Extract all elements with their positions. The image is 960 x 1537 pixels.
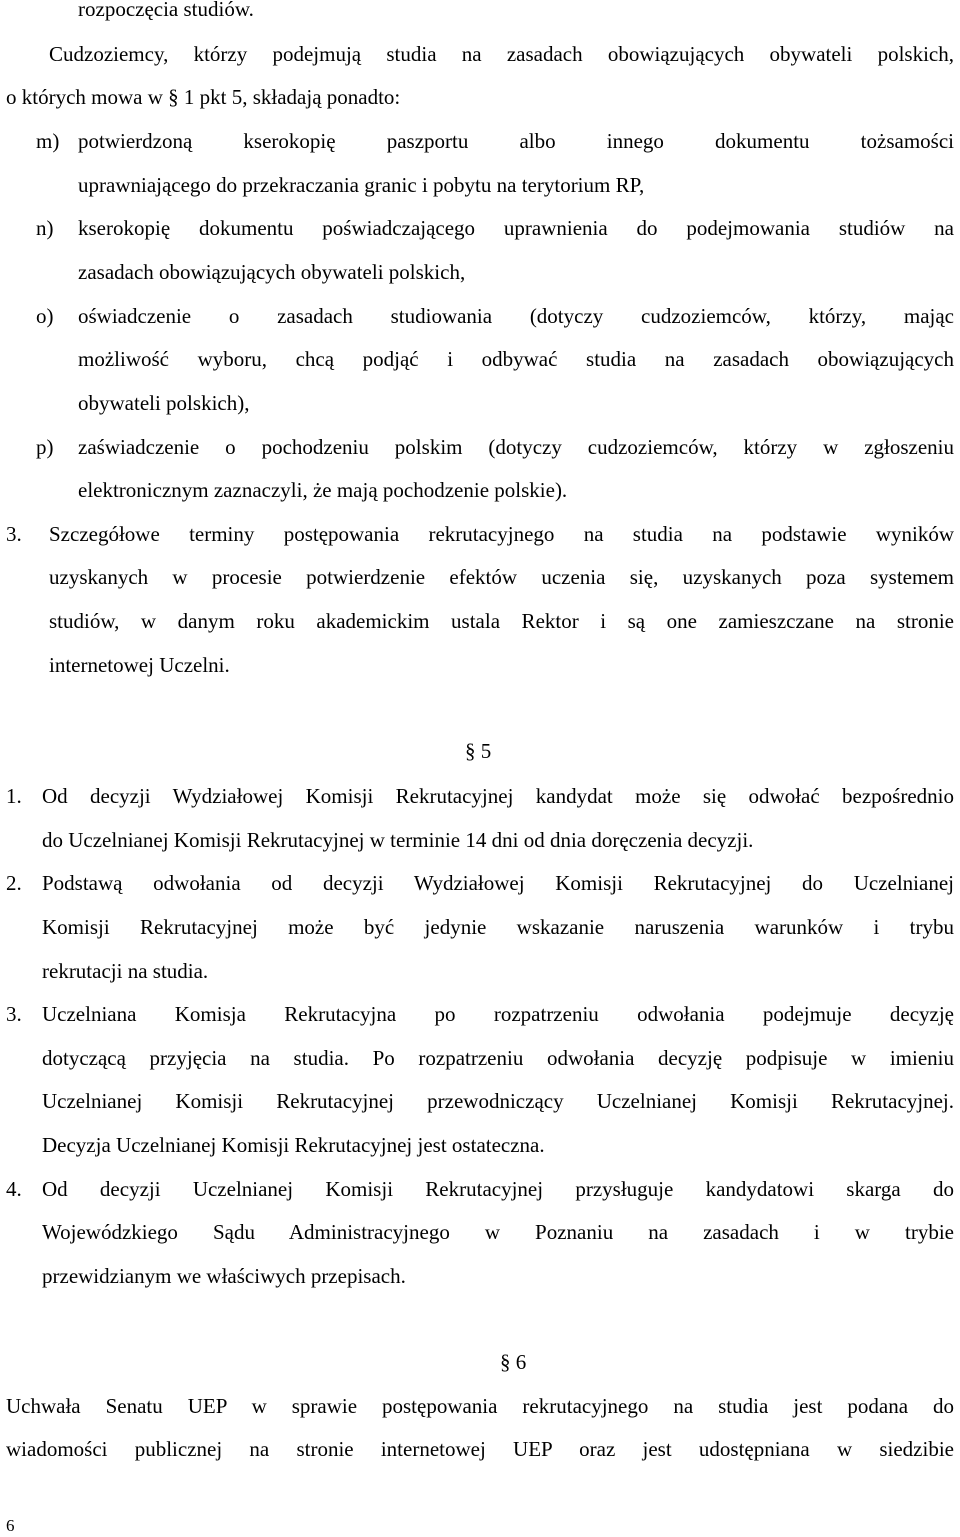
paragraph-line: Wojewódzkiego Sądu Administracyjnego w Poznaniu na zasadach i w trybie (42, 1220, 954, 1244)
point-label: 1. (6, 784, 22, 808)
point-label: 3. (6, 522, 22, 546)
paragraph-line: rekrutacji na studia. (42, 959, 209, 983)
text-line: rozpoczęcia studiów. (78, 0, 254, 21)
paragraph-line: do Uczelnianej Komisji Rekrutacyjnej w terminie 14 dni od dnia doręczenia decyzji. (42, 828, 754, 852)
text-line: Cudzoziemcy, którzy podejmują studia na zasadach obowiązujących obywateli polskich, (49, 42, 954, 66)
list-item-line: uprawniającego do przekraczania granic i pobytu na terytorium RP, (78, 173, 645, 197)
list-label: p) (36, 435, 54, 459)
point-label: 4. (6, 1177, 22, 1201)
list-item-line: zaświadczenie o pochodzeniu polskim (dotyczy cudzoziemców, którzy w zgłoszeniu (78, 435, 954, 459)
list-label: m) (36, 129, 60, 153)
paragraph-line: uzyskanych w procesie potwierdzenie efektów uczenia się, uzyskanych poza systemem (49, 565, 954, 589)
paragraph-line: Podstawą odwołania od decyzji Wydziałowej Komisji Rekrutacyjnej do Uczelnianej (42, 871, 954, 895)
list-item-line: oświadczenie o zasadach studiowania (dotyczy cudzoziemców, którzy, mając (78, 304, 954, 328)
paragraph-line: Od decyzji Wydziałowej Komisji Rekrutacyjnej kandydat może się odwołać bezpośrednio (42, 784, 954, 808)
section-heading: § 5 (465, 739, 492, 763)
list-item-line: zasadach obowiązujących obywateli polskich, (78, 260, 466, 284)
list-label: o) (36, 304, 54, 328)
list-item-line: elektronicznym zaznaczyli, że mają pochodzenie polskie). (78, 478, 568, 502)
paragraph-line: studiów, w danym roku akademickim ustala Rektor i są one zamieszczane na stronie (49, 609, 954, 633)
text-line: o których mowa w § 1 pkt 5, składają ponadto: (6, 85, 401, 109)
paragraph-line: Uczelnianej Komisji Rekrutacyjnej przewodniczący Uczelnianej Komisji Rekrutacyjnej. (42, 1089, 954, 1113)
point-label: 3. (6, 1002, 22, 1026)
paragraph-line: Decyzja Uczelnianej Komisji Rekrutacyjnej jest ostateczna. (42, 1133, 545, 1157)
paragraph-line: dotyczącą przyjęcia na studia. Po rozpatrzeniu odwołania decyzję podpisuje w imieniu (42, 1046, 954, 1070)
paragraph-line: internetowej Uczelni. (49, 653, 230, 677)
section-heading: § 6 (500, 1350, 527, 1374)
page-number: 6 (6, 1516, 15, 1535)
paragraph-line: Komisji Rekrutacyjnej może być jedynie wskazanie naruszenia warunków i trybu (42, 915, 954, 939)
paragraph-line: przewidzianym we właściwych przepisach. (42, 1264, 406, 1288)
list-item-line: potwierdzoną kserokopię paszportu albo innego dokumentu tożsamości (78, 129, 954, 153)
paragraph-line: Od decyzji Uczelnianej Komisji Rekrutacyjnej przysługuje kandydatowi skarga do (42, 1177, 954, 1201)
paragraph-line: Uchwała Senatu UEP w sprawie postępowania rekrutacyjnego na studia jest podana do (6, 1394, 954, 1418)
paragraph-line: wiadomości publicznej na stronie internetowej UEP oraz jest udostępniana w siedzibie (6, 1437, 954, 1461)
list-item-line: obywateli polskich), (78, 391, 250, 415)
paragraph-line: Szczegółowe terminy postępowania rekrutacyjnego na studia na podstawie wyników (49, 522, 954, 546)
list-label: n) (36, 216, 54, 240)
paragraph-line: Uczelniana Komisja Rekrutacyjna po rozpatrzeniu odwołania podejmuje decyzję (42, 1002, 954, 1026)
list-item-line: możliwość wyboru, chcą podjąć i odbywać studia na zasadach obowiązujących (78, 347, 954, 371)
list-item-line: kserokopię dokumentu poświadczającego uprawnienia do podejmowania studiów na (78, 216, 954, 240)
point-label: 2. (6, 871, 22, 895)
